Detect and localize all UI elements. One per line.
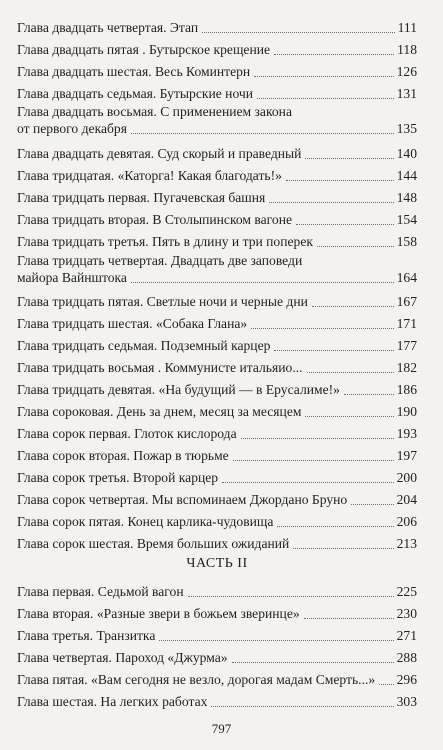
toc-entry <box>17 85 417 102</box>
toc-entry-title: Глава тридцать пятая. Светлые ночи и черные дни <box>17 294 308 309</box>
leader-dots <box>274 54 394 55</box>
toc-entry-title: Глава двадцать шестая. Весь Коминтерн <box>17 64 251 79</box>
leader-dots <box>269 202 393 203</box>
leader-dots <box>257 98 394 99</box>
toc-entry-page: 204 <box>396 492 417 507</box>
toc-entry-page: 206 <box>396 514 417 529</box>
toc-entry-page: 118 <box>397 42 417 57</box>
toc-entry <box>17 63 417 80</box>
toc-entry-title: Глава тридцать третья. Пять в длину и три поперек <box>17 234 313 249</box>
toc-entry-page: 158 <box>396 234 417 249</box>
leader-dots <box>159 640 393 641</box>
toc-entry-title: Глава тридцать первая. Пугачевская башня <box>17 190 266 205</box>
toc-entry-page: 225 <box>396 584 417 599</box>
toc-entry <box>17 233 417 250</box>
toc-entry-title: Глава тридцать восьмая . Коммунисте итальяио... <box>17 360 303 375</box>
toc-entry-page: 193 <box>396 426 417 441</box>
toc-entry-page: 296 <box>396 672 417 687</box>
toc-entry-title: Глава двадцать седьмая. Бутырские ночи <box>17 86 253 101</box>
toc-entry <box>17 491 417 508</box>
toc-entry-page: 135 <box>396 121 417 136</box>
toc-entry-title-line1: Глава тридцать четвертая. Двадцать две заповеди <box>17 253 303 268</box>
leader-dots <box>286 180 394 181</box>
toc-entry-title: Глава пятая. «Вам сегодня не везло, дорогая мадам Смерть...» <box>17 672 376 687</box>
leader-dots <box>251 328 393 329</box>
leader-dots <box>131 282 394 283</box>
toc-entry-page: 213 <box>396 536 417 551</box>
leader-dots <box>351 504 393 505</box>
page-number: 797 <box>211 721 232 736</box>
leader-dots <box>188 596 394 597</box>
toc-entry <box>17 359 417 376</box>
toc-entry <box>17 381 417 398</box>
toc-entry-page: 186 <box>396 382 417 397</box>
toc-entry-title: Глава сорок третья. Второй карцер <box>17 470 219 485</box>
toc-entry <box>17 469 417 486</box>
toc-entry <box>17 671 417 688</box>
toc-entry-page: 190 <box>396 404 417 419</box>
leader-dots <box>202 32 394 33</box>
leader-dots <box>131 133 394 134</box>
toc-entry <box>17 693 417 710</box>
leader-dots <box>296 224 394 225</box>
leader-dots <box>305 158 393 159</box>
toc-entry <box>17 41 417 58</box>
toc-entry-title: Глава третья. Транзитка <box>17 628 156 643</box>
toc-entry-title: Глава шестая. На легких работах <box>17 694 208 709</box>
toc-entry <box>17 337 417 354</box>
toc-entry-title: Глава сорок четвертая. Мы вспоминаем Джордано Бруно <box>17 492 348 507</box>
toc-entry-page: 288 <box>396 650 417 665</box>
toc-entry-page: 303 <box>396 694 417 709</box>
leader-dots <box>305 416 393 417</box>
leader-dots <box>307 372 394 373</box>
toc-entry <box>17 145 417 162</box>
toc-entry-title: Глава двадцать девятая. Суд скорый и праведный <box>17 146 302 161</box>
toc-entry-title-line2: от первого декабря <box>17 121 127 136</box>
toc-entry-title: Глава тридцать седьмая. Подземный карцер <box>17 338 271 353</box>
toc-entry-page: 230 <box>396 606 417 621</box>
toc-entry <box>17 627 417 644</box>
toc-entry-title: Глава тридцать шестая. «Собака Глана» <box>17 316 248 331</box>
toc-entry-page: 167 <box>396 294 417 309</box>
leader-dots <box>344 394 394 395</box>
toc-entry-page: 126 <box>396 64 417 79</box>
toc-entry-page: 148 <box>396 190 417 205</box>
toc-entry <box>17 447 417 464</box>
part-heading: ЧАСТЬ II <box>186 556 248 571</box>
toc-entry <box>17 513 417 530</box>
toc-entry <box>17 189 417 206</box>
toc-entry <box>17 535 417 552</box>
toc-entry-page: 200 <box>396 470 417 485</box>
leader-dots <box>241 438 394 439</box>
toc-entry-page: 197 <box>396 448 417 463</box>
toc-entry-title: Глава вторая. «Разные звери в божьем зверинце» <box>17 606 300 621</box>
toc-entry-title: Глава первая. Седьмой вагон <box>17 584 184 599</box>
leader-dots <box>222 482 394 483</box>
toc-entry <box>17 403 417 420</box>
toc-entry <box>17 315 417 332</box>
toc-entry-page: 154 <box>396 212 417 227</box>
leader-dots <box>379 684 393 685</box>
toc-entry <box>17 252 417 286</box>
leader-dots <box>312 306 394 307</box>
toc-entry-title: Глава тридцать девятая. «На будущий — в Ерусалиме!» <box>17 382 340 397</box>
toc-entry <box>17 649 417 666</box>
toc-entry-title: Глава сорок пятая. Конец карлика-чудовища <box>17 514 274 529</box>
toc-entry-page: 140 <box>396 146 417 161</box>
toc-entry-page: 111 <box>397 20 417 35</box>
leader-dots <box>304 618 394 619</box>
toc-entry <box>17 583 417 600</box>
leader-dots <box>293 548 393 549</box>
toc-entry-title: Глава двадцать четвертая. Этап <box>17 20 199 35</box>
toc-entry-page: 131 <box>396 86 417 101</box>
toc-entry-title: Глава четвертая. Пароход «Джурма» <box>17 650 228 665</box>
toc-entry <box>17 103 417 137</box>
toc-entry-title: Глава сорок первая. Глоток кислорода <box>17 426 237 441</box>
toc-entry-page: 271 <box>396 628 417 643</box>
leader-dots <box>277 526 393 527</box>
leader-dots <box>233 460 394 461</box>
toc-entry-page: 164 <box>396 270 417 285</box>
toc-entry-title: Глава тридцатая. «Каторга! Какая благодать!» <box>17 168 282 183</box>
leader-dots <box>254 76 393 77</box>
toc-entry-title: Глава сорок вторая. Пожар в тюрьме <box>17 448 229 463</box>
toc-entry-title-line2: майора Вайнштока <box>17 270 127 285</box>
toc-entry-page: 171 <box>396 316 417 331</box>
toc-entry <box>17 167 417 184</box>
toc-entry-title: Глава тридцать вторая. В Столыпинском вагоне <box>17 212 293 227</box>
toc-entry-title: Глава двадцать пятая . Бутырское крещение <box>17 42 271 57</box>
toc-entry <box>17 605 417 622</box>
toc-entry <box>17 211 417 228</box>
toc-entry <box>17 425 417 442</box>
toc-entry <box>17 19 417 36</box>
leader-dots <box>317 246 394 247</box>
leader-dots <box>232 662 394 663</box>
toc-entry-page: 177 <box>396 338 417 353</box>
leader-dots <box>211 706 393 707</box>
toc-entry-title: Глава сороковая. День за днем, месяц за месяцем <box>17 404 302 419</box>
toc-entry-title: Глава сорок шестая. Время больших ожиданий <box>17 536 290 551</box>
toc-entry-page: 182 <box>396 360 417 375</box>
leader-dots <box>274 350 393 351</box>
toc-entry <box>17 293 417 310</box>
toc-entry-title-line1: Глава двадцать восьмая. С применением закона <box>17 104 292 119</box>
toc-entry-page: 144 <box>396 168 417 183</box>
